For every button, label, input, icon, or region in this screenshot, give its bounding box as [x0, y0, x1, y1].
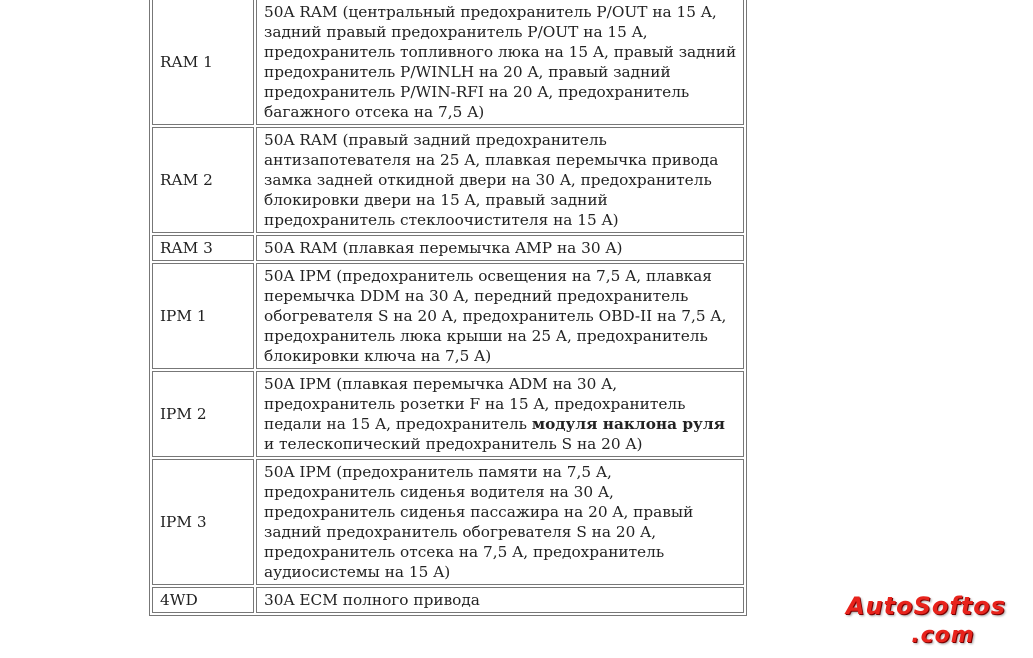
fuse-table-body	[152, 0, 744, 613]
fuse-description-cell	[256, 263, 744, 369]
table-row	[152, 459, 744, 585]
fuse-description-cell	[256, 587, 744, 613]
table-row	[152, 263, 744, 369]
description-segment: 50A RAM (правый задний предохранитель антизапотевателя на 25 A, плавкая перемычка привода замка задней откидной двери на 30 A, предохранитель блокировки двери на 15 A, правый задний предохранитель стеклоочистителя на 15 A)	[264, 131, 719, 229]
fuse-name-cell: RAM 3	[152, 235, 254, 261]
fuse-description-cell	[256, 0, 744, 125]
fuse-description-cell	[256, 371, 744, 457]
autosoftos-watermark-logo	[826, 592, 1026, 650]
fuse-description-cell	[256, 127, 744, 233]
description-segment: 50A IPM (предохранитель памяти на 7,5 A, предохранитель сиденья водителя на 30 A, предохранитель сиденья пассажира на 20 A, правый задний предохранитель обогревателя S на 20 A, предохранитель отсека на 7,5 A, предохранитель аудиосистемы на 15 A)	[264, 463, 694, 581]
table-row	[152, 0, 744, 125]
fuse-name-cell: RAM 1	[152, 0, 254, 125]
description-segment: 30A ECM полного привода	[264, 591, 480, 609]
description-segment: 50A RAM (центральный предохранитель P/OUT на 15 A, задний правый предохранитель P/OUT на 15 A, предохранитель топливного люка на 15 A, правый задний предохранитель P/WINLH на 20 A, правый задний предохранитель P/WIN-RFI на 20 A, предохранитель багажного отсека на 7,5 A)	[264, 3, 737, 121]
description-segment: и телескопический предохранитель S на 20 A)	[264, 435, 643, 453]
fuse-description-cell	[256, 235, 744, 261]
table-row	[152, 587, 744, 613]
fuse-name-cell: IPM 1	[152, 263, 254, 369]
fuse-name-cell: IPM 2	[152, 371, 254, 457]
fuse-name-cell: RAM 2	[152, 127, 254, 233]
watermark-line2: .com	[911, 623, 975, 648]
table-row	[152, 371, 744, 457]
fuse-table	[149, 0, 747, 616]
description-segment: 50A RAM (плавкая перемычка AMP на 30 A)	[264, 239, 623, 257]
fuse-description-cell	[256, 459, 744, 585]
fuse-name-cell: 4WD	[152, 587, 254, 613]
table-row	[152, 127, 744, 233]
description-segment: 50A IPM (плавкая перемычка ADM на 30 A, предохранитель розетки F на 15 A, предохранитель педали на 15 A, предохранитель	[264, 375, 686, 433]
description-bold-segment: модуля наклона руля	[531, 415, 725, 433]
description-segment: 50A IPM (предохранитель освещения на 7,5 A, плавкая перемычка DDM на 30 A, передний предохранитель обогревателя S на 20 A, предохранитель OBD-II на 7,5 A, предохранитель люка крыши на 25 A, предохранитель блокировки ключа на 7,5 A)	[264, 267, 727, 365]
watermark-line1: AutoSoftos	[845, 592, 1007, 620]
table-row	[152, 235, 744, 261]
fuse-name-cell: IPM 3	[152, 459, 254, 585]
